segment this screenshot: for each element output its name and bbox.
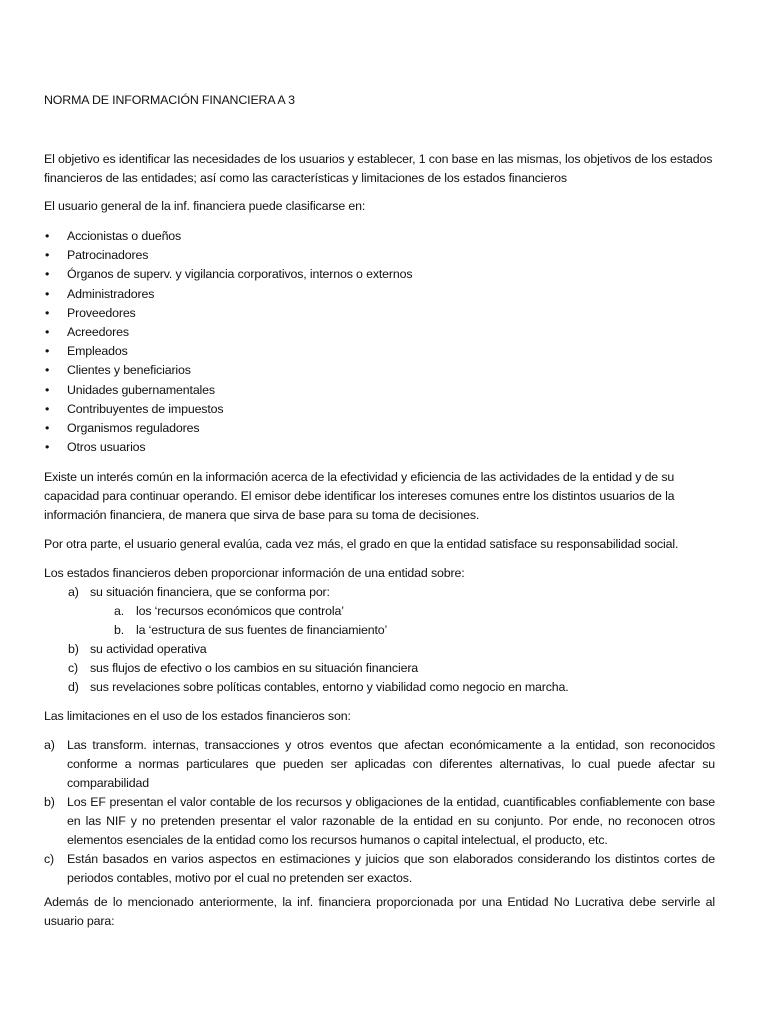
bullet-icon: • [45,229,50,243]
bullet-icon: • [45,305,50,320]
list-item [44,246,412,265]
list-item-text: Administradores [67,286,155,301]
list-item [44,400,412,419]
paragraph-responsabilidad-social: Por otra parte, el usuario general evalúa, cada vez más, el grado en que la entidad satisface su responsabilidad social. [44,537,679,551]
estados-ordered-list [68,583,718,697]
list-item-text: sus flujos de efectivo o los cambios en su situación financiera [90,661,419,675]
list-item-text: Proveedores [67,305,136,320]
list-item [44,227,412,246]
paragraph-estados-financieros: Los estados financieros deben proporcionar información de una entidad sobre: [44,566,465,580]
list-item [44,361,412,380]
list-item [44,850,715,888]
list-item-text: Accionistas o dueños [67,229,182,243]
paragraph-usuario-general: El usuario general de la inf. financiera puede clasificarse en: [44,199,366,213]
list-item [68,602,718,621]
list-item [68,640,718,659]
list-item [68,659,718,678]
list-item-text: Empleados [67,344,128,359]
list-item [44,381,412,400]
bullet-icon: • [45,401,50,416]
list-marker: a) [44,738,55,752]
list-item-text: Están basados en varios aspectos en estimaciones y juicios que son elaborados considerando los distintos cortes de periodos contables, motivo por el cual no pretenden ser exactos. [67,852,715,885]
list-item-text: Acreedores [67,325,129,340]
limitaciones-ordered-list [44,736,715,888]
list-item-text: Otros usuarios [67,440,146,455]
list-item-text: sus revelaciones sobre políticas contables, entorno y viabilidad como negocio en marcha. [90,680,569,694]
list-marker: a. [114,604,125,618]
list-item [44,438,412,457]
list-item [44,793,715,850]
list-item [44,304,412,323]
list-marker: c) [68,661,79,675]
list-item [44,736,715,793]
bullet-icon: • [45,325,50,340]
list-item-text: la ‘estructura de sus fuentes de financiamiento’ [136,623,388,637]
list-item-text: Órganos de superv. y vigilancia corporativos, internos o externos [67,267,413,282]
document-title: NORMA DE INFORMACIÓN FINANCIERA A 3 [44,93,295,107]
paragraph-ademas: Además de lo mencionado anteriormente, la inf. financiera proporcionada por una Entidad No Lucrativa debe servirle al usuario para: [44,895,715,928]
list-item-text: Los EF presentan el valor contable de los recursos y obligaciones de la entidad, cuantificables confiablemente con base en las NIF y no pretenden presentar el valor razonable de la entidad en su conjunto. Por ende, no reconocen otros elementos esenciales de la entidad como los recursos humanos o capital intelectual, el producto, etc. [67,795,715,847]
list-item-text: su situación financiera, que se conforma por: [90,585,330,599]
list-item-text: Unidades gubernamentales [67,382,215,397]
bullet-icon: • [45,286,50,301]
list-item [68,678,718,697]
list-marker: b. [114,623,125,637]
list-item-text: Organismos reguladores [67,421,200,436]
list-item-text: los ‘recursos económicos que controla’ [136,604,344,618]
list-item [44,342,412,361]
bullet-icon: • [45,344,50,359]
bullet-icon: • [45,440,50,455]
usuarios-bullet-list [44,227,412,457]
bullet-icon: • [45,421,50,436]
list-marker: c) [44,852,55,866]
list-item [68,621,718,640]
list-marker: d) [68,680,79,694]
list-item [44,265,412,284]
list-marker: b) [68,642,79,656]
list-item-text: Contribuyentes de impuestos [67,401,224,416]
paragraph-objetivo: El objetivo es identificar las necesidades de los usuarios y establecer, 1 con base en las mismas, los objetivos de los estados financieros de las entidades; así como las características y limitaciones de los estados financieros [44,152,713,185]
list-marker: a) [68,585,79,599]
list-item [44,323,412,342]
list-item [68,583,718,602]
paragraph-limitaciones: Las limitaciones en el uso de los estados financieros son: [44,709,351,723]
paragraph-interes-comun: Existe un interés común en la información acerca de la efectividad y eficiencia de las actividades de la entidad y de su capacidad para continuar operando. El emisor debe identificar los intereses comunes entre los distintos usuarios de la información financiera, de manera que sirva de base para su toma de decisiones. [44,470,675,522]
list-item-text: Patrocinadores [67,248,149,263]
bullet-icon: • [45,248,50,263]
list-item [44,285,412,304]
list-item-text: Clientes y beneficiarios [67,363,191,378]
list-item [44,419,412,438]
list-item-text: su actividad operativa [90,642,207,656]
bullet-icon: • [45,267,50,282]
list-marker: b) [44,795,55,809]
bullet-icon: • [45,382,50,397]
bullet-icon: • [45,363,50,378]
list-item-text: Las transform. internas, transacciones y otros eventos que afectan económicamente a la entidad, son reconocidos conforme a normas particulares que pueden ser aplicadas con diferentes alternativas, lo cual puede afectar su comparabilidad [67,738,715,790]
